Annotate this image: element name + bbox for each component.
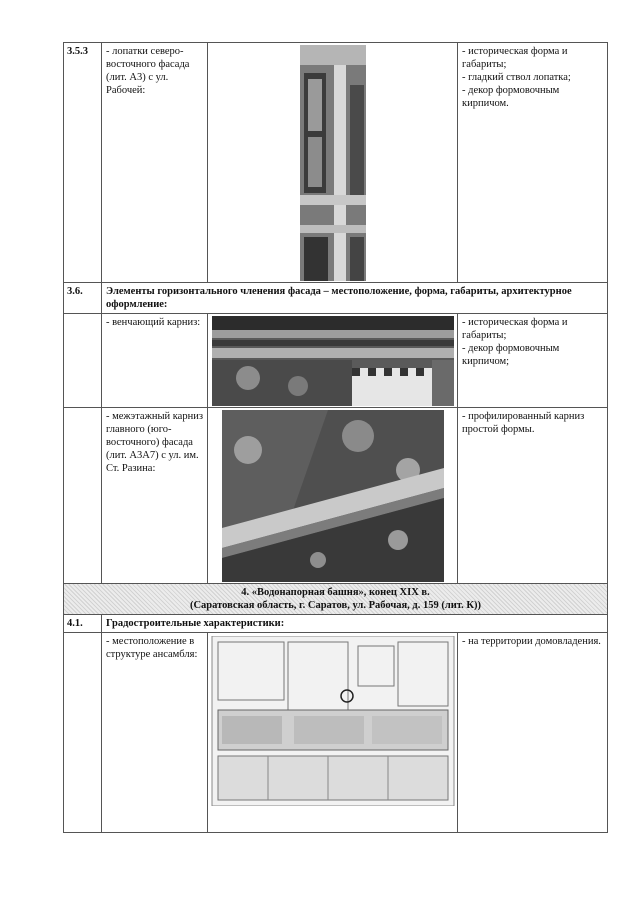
- description-line: - на территории домовладения.: [462, 636, 601, 647]
- crowning-cornice-photo: [208, 316, 458, 406]
- photo-cell: [208, 633, 458, 833]
- row-number: 3.6.: [64, 283, 102, 314]
- row-cornice-top: [64, 314, 608, 408]
- site-plan-image: [208, 636, 458, 806]
- element-name: - местоположение в структуре ансамбля:: [102, 633, 208, 833]
- pilaster-photo: [208, 45, 458, 281]
- row-3-5-3: [64, 43, 608, 283]
- section-heading: Градостроительные характеристики:: [102, 615, 608, 633]
- photo-cell: [208, 43, 458, 283]
- photo-cell: [208, 314, 458, 408]
- object-description-table: [63, 42, 608, 833]
- element-name: - лопатки северо-восточного фасада (лит. А3) с ул. Рабочей:: [102, 43, 208, 283]
- description-cell: [458, 43, 608, 283]
- description-line: - декор формовочным кирпичом.: [462, 85, 560, 109]
- element-name: - венчающий карниз:: [102, 314, 208, 408]
- section-4-banner: [64, 584, 608, 615]
- photo-cell: [208, 408, 458, 584]
- row-cornice-interfloor: [64, 408, 608, 584]
- row-location: [64, 633, 608, 833]
- section-address: (Саратовская область, г. Саратов, ул. Рабочая, д. 159 (лит. К)): [189, 600, 482, 611]
- description-line: - гладкий ствол лопатка;: [462, 72, 571, 83]
- interfloor-cornice-photo: [208, 410, 458, 582]
- section-heading: Элементы горизонтального членения фасада – местоположение, форма, габариты, архитектурное оформление:: [102, 283, 608, 314]
- description-cell: [458, 633, 608, 833]
- description-cell: [458, 408, 608, 584]
- element-name: - межэтажный карниз главного (юго-восточного) фасада (лит. А3А7) с ул. им. Ст. Разина:: [102, 408, 208, 584]
- description-line: - историческая форма и габариты;: [462, 317, 568, 341]
- description-line: - историческая форма и габариты;: [462, 46, 568, 70]
- row-4-1: [64, 615, 608, 633]
- description-line: - декор формовочным кирпичом;: [462, 343, 560, 367]
- section-title: 4. «Водонапорная башня», конец XIX в.: [241, 587, 430, 598]
- row-3-6: [64, 283, 608, 314]
- row-number: 4.1.: [64, 615, 102, 633]
- row-number: 3.5.3: [64, 43, 102, 283]
- description-cell: [458, 314, 608, 408]
- description-line: - профилированный карниз простой формы.: [462, 411, 585, 435]
